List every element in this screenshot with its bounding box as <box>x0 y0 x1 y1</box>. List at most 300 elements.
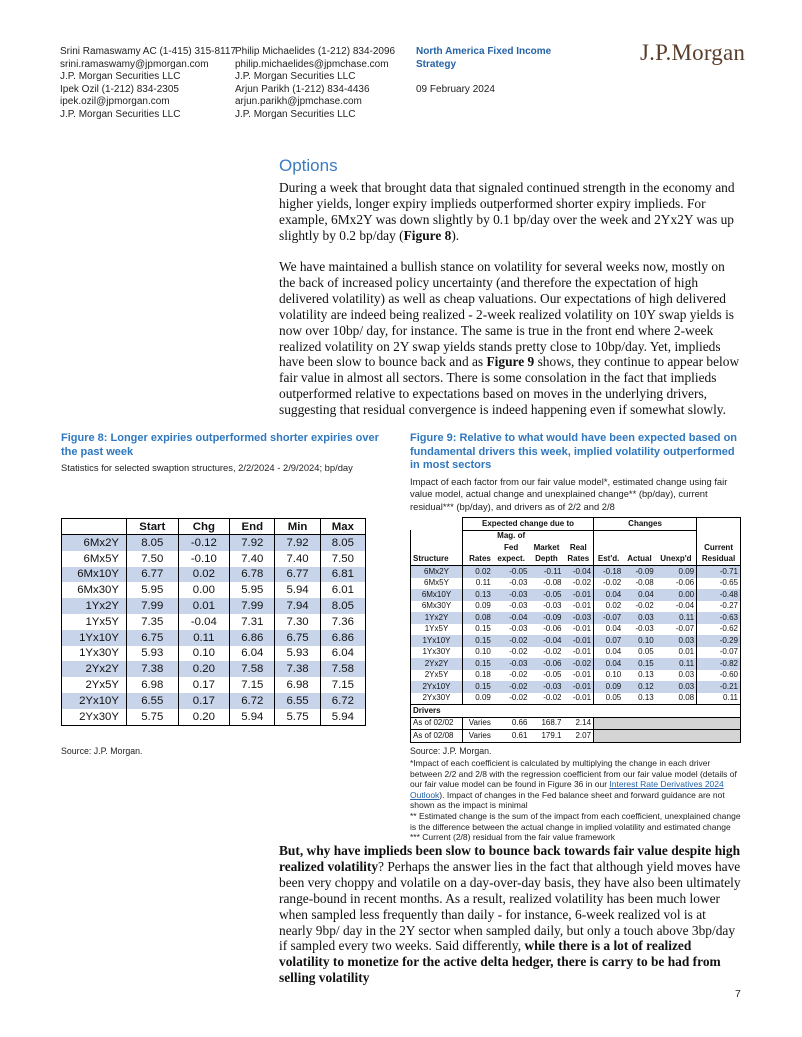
row-label: As of 02/08 <box>411 730 463 743</box>
table-cell: -0.71 <box>697 566 741 578</box>
author-email[interactable]: arjun.parikh@jpmchase.com <box>235 96 362 107</box>
shaded-cell <box>623 730 656 743</box>
table-cell: -0.02 <box>493 635 530 647</box>
report-series <box>416 46 551 71</box>
author-email[interactable]: srini.ramaswamy@jpmorgan.com <box>60 58 209 70</box>
row-label: 1Yx30Y <box>62 646 127 662</box>
table-cell: 7.50 <box>320 551 365 567</box>
table-cell: 0.66 <box>493 717 530 730</box>
table-cell: 2.07 <box>564 730 594 743</box>
table-cell: 0.11 <box>178 630 230 646</box>
table-cell: 0.09 <box>594 681 624 693</box>
table-row <box>62 582 366 598</box>
table-cell: 0.10 <box>623 635 656 647</box>
table-cell: -0.03 <box>493 589 530 601</box>
row-label: 1Yx2Y <box>411 612 463 624</box>
footnote-text: ). Impact of changes in the Fed balance sheet and forward guidance are not shown as the impact is minimal <box>410 789 725 811</box>
column-header: Market <box>533 542 560 552</box>
table-cell: -0.60 <box>697 670 741 682</box>
row-label: 2Yx5Y <box>411 670 463 682</box>
table-cell: -0.04 <box>564 566 594 578</box>
shaded-cell <box>594 730 624 743</box>
table-cell: 0.03 <box>623 612 656 624</box>
table-row <box>62 598 366 614</box>
table-cell: -0.02 <box>564 658 594 670</box>
table-cell: 7.40 <box>230 551 275 567</box>
footnote-3: *** Current (2/8) residual from the fair value framework <box>410 832 616 843</box>
table-cell: 0.17 <box>178 677 230 693</box>
column-header: Mag. of <box>497 531 526 541</box>
table-cell: 0.20 <box>178 661 230 677</box>
table-cell: 0.00 <box>656 589 697 601</box>
author-name: Philip Michaelides (1-212) 834-2096 <box>235 46 396 57</box>
table-cell: -0.03 <box>493 658 530 670</box>
column-header: Actual <box>623 554 656 566</box>
table-cell: 5.95 <box>127 582 179 598</box>
table-cell: -0.07 <box>594 612 624 624</box>
shaded-cell <box>656 730 697 743</box>
table-cell: 7.15 <box>320 677 365 693</box>
table-cell: 0.03 <box>656 681 697 693</box>
table-cell: -0.02 <box>493 681 530 693</box>
table-cell: 7.92 <box>230 535 275 551</box>
para2-text-end: shows, they continue to appear below fair value in almost all sectors. There is some consolation in the fact that implieds outperformed relative to expectations based on moves in the underlying drivers, suggesting that residual convergence is indeed happening even if somewhat slowly. <box>279 354 740 418</box>
table-cell: 0.18 <box>462 670 492 682</box>
table-cell: -0.27 <box>697 601 741 613</box>
row-label: 6Mx2Y <box>62 535 127 551</box>
table-cell: 0.02 <box>462 566 492 578</box>
table-cell: -0.10 <box>178 551 230 567</box>
table-cell: 0.15 <box>623 658 656 670</box>
table-cell: 0.20 <box>178 709 230 725</box>
table-cell: 0.15 <box>462 624 492 636</box>
para1-text: During a week that brought data that signaled continued strength in the economy and higher yields, longer expiry implieds outperformed shorter expiry implieds. For example, 6Mx2Y was down slightly by 0.1 bp/day over the week and 2Yx2Y was up slightly by 0.2 bp/day ( <box>279 180 735 243</box>
table-cell: 7.99 <box>127 598 179 614</box>
table-cell: -0.02 <box>509 670 528 680</box>
table-cell: 6.81 <box>320 567 365 583</box>
table-cell: -0.63 <box>697 612 741 624</box>
table-cell: 8.05 <box>127 535 179 551</box>
footnote-1 <box>410 758 742 811</box>
empty-cell <box>656 705 697 718</box>
row-label: 2Yx10Y <box>411 681 463 693</box>
table-cell: 0.01 <box>656 647 697 659</box>
table-row <box>411 693 741 705</box>
table-cell: -0.01 <box>564 693 594 705</box>
row-label: 2Yx30Y <box>411 693 463 705</box>
table-cell: 6.55 <box>127 693 179 709</box>
group-header: Expected change due to <box>462 518 593 531</box>
drivers-row <box>411 717 741 730</box>
table-cell: 0.04 <box>605 624 622 634</box>
footnote-2: ** Estimated change is the sum of the impact from each coefficient, unexplained change is the difference between the actual change in implied volatility and estimated change <box>410 810 741 832</box>
table-cell: 7.58 <box>320 661 365 677</box>
table-cell: -0.03 <box>529 681 563 693</box>
bold-emphasis: while there is a lot of realized volatility to monetize for the active delta hedger, there is carry to be had from selling volatility <box>279 938 721 986</box>
table-cell: 0.08 <box>656 693 697 705</box>
row-label: 1Yx5Y <box>411 624 463 636</box>
jpmorgan-logo: J.P.Morgan <box>640 40 746 65</box>
row-label: 1Yx10Y <box>411 635 463 647</box>
table-cell: -0.48 <box>697 589 741 601</box>
table-cell: 0.03 <box>656 635 697 647</box>
table-cell: 5.94 <box>275 582 320 598</box>
row-label: 1Yx2Y <box>62 598 127 614</box>
column-header: Real <box>564 542 594 554</box>
row-label: 2Yx2Y <box>62 661 127 677</box>
table-cell: 5.93 <box>275 646 320 662</box>
table-cell: 0.11 <box>697 693 741 705</box>
table-cell: 0.13 <box>462 589 492 601</box>
table-cell: -0.18 <box>594 566 624 578</box>
column-header: Start <box>127 519 179 535</box>
table-header-row <box>411 542 741 554</box>
table-cell: 0.08 <box>462 612 492 624</box>
table-cell: 6.86 <box>230 630 275 646</box>
table-cell: 6.75 <box>127 630 179 646</box>
table-cell: 168.7 <box>529 717 563 730</box>
table-cell: -0.04 <box>656 601 697 613</box>
table-cell: -0.03 <box>509 624 528 634</box>
table-cell: 0.09 <box>656 566 697 578</box>
author-firm: J.P. Morgan Securities LLC <box>60 108 181 120</box>
shaded-cell <box>594 717 624 730</box>
author-firm: J.P. Morgan Securities LLC <box>60 71 181 82</box>
table-row <box>411 624 741 636</box>
empty-cell <box>462 705 492 718</box>
table-cell: 6.75 <box>275 630 320 646</box>
table-row <box>411 658 741 670</box>
table-cell: -0.11 <box>529 566 563 578</box>
para1-end: ). <box>451 227 460 243</box>
table-cell: 7.50 <box>127 551 179 567</box>
report-date: 09 February 2024 <box>416 84 495 95</box>
table-cell: -0.07 <box>656 624 697 636</box>
table-cell: 7.94 <box>275 598 320 614</box>
para2-text: We have maintained a bullish stance on volatility for several weeks now, mostly on the back of increased policy uncertainty (and therefore the expectation of high delivered volatility) as well as cheap valuations. Our expectations of high delivered volatility are indeed being realized - 2-week realized volatility on 10Y swap yields is now over 10bp/ day, for instance. The same is true in the front end where 2-week realized volatility on 2Y swap yields stands pretty close to 10bp/day. Yet, implieds have been slow to bounce back and as <box>279 259 735 370</box>
column-header: Est'd. <box>594 554 624 566</box>
table-cell: -0.03 <box>509 601 528 611</box>
table-cell: -0.05 <box>493 566 530 578</box>
table-cell: 0.05 <box>638 647 654 657</box>
table-cell: 0.13 <box>638 670 654 680</box>
table-row <box>411 589 741 601</box>
figure-8-table <box>61 518 366 726</box>
table-row <box>411 612 741 624</box>
author-firm: J.P. Morgan Securities LLC <box>235 71 356 82</box>
table-cell: 5.95 <box>230 582 275 598</box>
table-cell: -0.06 <box>543 624 562 634</box>
table-cell: 6.86 <box>320 630 365 646</box>
table-cell: 7.35 <box>127 614 179 630</box>
table-cell: 7.92 <box>275 535 320 551</box>
table-cell: -0.03 <box>635 624 654 634</box>
table-cell: 0.04 <box>623 589 656 601</box>
table-cell: 0.01 <box>178 598 230 614</box>
row-label: 1Yx10Y <box>62 630 127 646</box>
table-row <box>62 677 366 693</box>
table-cell: -0.02 <box>635 601 654 611</box>
row-label: 6Mx10Y <box>411 589 463 601</box>
table-cell: 0.02 <box>605 601 622 611</box>
author-email[interactable]: philip.michaelides@jpmchase.com <box>235 58 389 70</box>
table-cell: 6.98 <box>275 677 320 693</box>
column-header: Current <box>697 542 741 554</box>
paragraph-2 <box>279 259 742 418</box>
table-cell: 7.15 <box>230 677 275 693</box>
empty-cell <box>564 705 594 718</box>
row-label: 6Mx5Y <box>62 551 127 567</box>
table-row <box>62 709 366 725</box>
outlook-link[interactable]: Interest Rate Derivatives 2024 Outlook <box>410 779 724 800</box>
table-cell: 6.72 <box>230 693 275 709</box>
row-label: 6Mx30Y <box>411 601 463 613</box>
table-cell: 0.09 <box>462 693 492 705</box>
table-cell: -0.01 <box>564 635 594 647</box>
row-label: 6Mx10Y <box>62 567 127 583</box>
table-cell: 0.05 <box>594 693 624 705</box>
table-cell: 6.04 <box>230 646 275 662</box>
table-cell: 0.10 <box>605 670 622 680</box>
empty-cell <box>697 705 741 718</box>
row-label: 2Yx2Y <box>411 658 463 670</box>
table-header-row <box>411 554 741 566</box>
table-cell: 0.09 <box>462 601 492 613</box>
table-cell: -0.01 <box>564 589 594 601</box>
row-label: 2Yx5Y <box>62 677 127 693</box>
table-cell: 8.05 <box>320 535 365 551</box>
table-cell: 0.11 <box>656 612 697 624</box>
table-cell: 7.36 <box>320 614 365 630</box>
empty-cell <box>623 705 656 718</box>
table-cell: 0.00 <box>178 582 230 598</box>
column-header: Unexp'd <box>656 554 697 566</box>
table-cell: 5.75 <box>275 709 320 725</box>
table-cell: 0.04 <box>594 589 624 601</box>
table-row <box>411 566 741 578</box>
empty-cell <box>594 705 624 718</box>
table-row <box>411 670 741 682</box>
table-cell: -0.01 <box>564 647 594 659</box>
table-cell: 0.15 <box>462 681 492 693</box>
section-title: Options <box>279 156 338 175</box>
drivers-label: Drivers <box>411 705 463 718</box>
table-cell: Varies <box>462 730 492 743</box>
table-cell: -0.65 <box>697 578 741 590</box>
table-cell: -0.06 <box>656 578 697 590</box>
table-cell: -0.01 <box>564 670 594 682</box>
table-cell: 8.05 <box>320 598 365 614</box>
figure-ref: Figure 9 <box>486 354 535 370</box>
page-number: 7 <box>735 988 741 1000</box>
series-line-1: North America Fixed Income <box>416 46 552 57</box>
drivers-row <box>411 730 741 743</box>
row-label: 1Yx5Y <box>62 614 127 630</box>
table-cell: -0.21 <box>697 681 741 693</box>
figure-8-subtitle: Statistics for selected swaption structures, 2/2/2024 - 2/9/2024; bp/day <box>61 462 353 473</box>
table-cell: -0.29 <box>697 635 741 647</box>
figure-8-title: Figure 8: Longer expiries outperformed shorter expiries over the past week <box>61 432 379 458</box>
para3-text: ? Perhaps the answer lies in the fact that although yield moves have been very choppy and volatile on a day-over-day basis, they have also been ultimately range-bound in recent months. As a result, realized volatility has been much lower when sampled less frequently than daily - for instance, 6-week realized vol is at nearly 9bp/ day in the 2Y sector when sampled daily, but only a touch above 3bp/day if sampled every two weeks. Said differently, <box>279 858 741 954</box>
table-cell: 7.38 <box>127 661 179 677</box>
table-row <box>62 567 366 583</box>
table-cell: 0.04 <box>594 658 624 670</box>
table-group-header-row <box>411 518 741 531</box>
table-cell: 0.04 <box>605 647 622 657</box>
table-row <box>62 535 366 551</box>
row-label: As of 02/02 <box>411 717 463 730</box>
table-cell: -0.06 <box>529 658 563 670</box>
row-label: 6Mx30Y <box>62 582 127 598</box>
table-row <box>62 646 366 662</box>
table-cell: -0.04 <box>529 635 563 647</box>
author-name: Srini Ramaswamy AC (1-415) 315-8117 <box>60 46 237 57</box>
author-block-1 <box>60 46 236 121</box>
table-row <box>411 578 741 590</box>
row-label: 2Yx30Y <box>62 709 127 725</box>
column-header: Min <box>275 519 320 535</box>
column-header: expect. <box>493 554 530 566</box>
table-cell: 5.93 <box>127 646 179 662</box>
table-cell: 0.10 <box>462 647 492 659</box>
author-email[interactable]: ipek.ozil@jpmorgan.com <box>60 96 170 107</box>
table-cell: 7.31 <box>230 614 275 630</box>
table-cell: -0.05 <box>543 670 562 680</box>
table-row <box>62 661 366 677</box>
table-cell: -0.03 <box>564 612 594 624</box>
row-label: 1Yx30Y <box>411 647 463 659</box>
table-cell: -0.02 <box>529 693 563 705</box>
table-row <box>411 681 741 693</box>
table-row <box>62 693 366 709</box>
table-cell: 5.94 <box>230 709 275 725</box>
row-label: 2Yx10Y <box>62 693 127 709</box>
author-block-2 <box>235 46 395 121</box>
table-cell: -0.62 <box>697 624 741 636</box>
table-cell: Varies <box>462 717 492 730</box>
paragraph-1 <box>279 180 742 244</box>
table-cell: -0.02 <box>602 578 622 588</box>
table-cell: -0.02 <box>509 647 528 657</box>
table-row <box>411 601 741 613</box>
table-cell: -0.07 <box>697 647 741 659</box>
table-cell: 7.38 <box>275 661 320 677</box>
shaded-cell <box>697 717 741 730</box>
column-header: Chg <box>178 519 230 535</box>
table-cell: 0.15 <box>462 658 492 670</box>
table-cell: 7.99 <box>230 598 275 614</box>
table-cell: 0.02 <box>178 567 230 583</box>
table-cell: -0.02 <box>543 647 562 657</box>
table-cell: -0.02 <box>564 578 594 590</box>
table-row <box>62 630 366 646</box>
table-header-row <box>411 530 741 542</box>
table-cell: 0.07 <box>594 635 624 647</box>
table-cell: -0.09 <box>529 612 563 624</box>
table-cell: 0.10 <box>178 646 230 662</box>
table-cell: 6.77 <box>127 567 179 583</box>
table-cell: -0.03 <box>543 601 562 611</box>
table-cell: 7.58 <box>230 661 275 677</box>
figure-9-notes <box>410 758 742 843</box>
table-cell: 6.01 <box>320 582 365 598</box>
table-cell: 5.94 <box>320 709 365 725</box>
table-cell: -0.08 <box>635 578 654 588</box>
footnote-text: *Impact of each coefficient is calculated by multiplying the change in each driver between 2/2 and 2/8 with the regression coefficient from our fair value model (details of our fair value model can be found in Figure 36 in our <box>410 758 737 790</box>
table-cell: -0.03 <box>509 578 528 588</box>
figure-ref: Figure 8 <box>403 227 452 243</box>
column-header: Fed <box>504 542 519 552</box>
table-cell: 179.1 <box>529 730 563 743</box>
table-cell: -0.09 <box>623 566 656 578</box>
author-name: Arjun Parikh (1-212) 834-4436 <box>235 83 370 95</box>
row-label: 6Mx5Y <box>411 578 463 590</box>
table-row <box>62 551 366 567</box>
table-header-row <box>62 519 366 535</box>
table-cell: 2.14 <box>564 717 594 730</box>
table-cell: 6.55 <box>275 693 320 709</box>
table-cell: 5.75 <box>127 709 179 725</box>
table-cell: -0.08 <box>543 578 562 588</box>
table-cell: 0.03 <box>656 670 697 682</box>
series-line-2: Strategy <box>416 58 457 70</box>
shaded-cell <box>656 717 697 730</box>
table-cell: 0.12 <box>623 681 656 693</box>
column-header: Rates <box>462 554 492 566</box>
table-cell: 0.13 <box>623 693 656 705</box>
drivers-header-row <box>411 705 741 718</box>
table-cell: 0.11 <box>462 578 492 590</box>
figure-9-title: Figure 9: Relative to what would have been expected based on fundamental drivers this week, implied volatility outperformed in most sectors <box>410 432 738 471</box>
table-cell: 7.30 <box>275 614 320 630</box>
table-cell: 7.40 <box>275 551 320 567</box>
column-header: Max <box>320 519 365 535</box>
table-cell: -0.01 <box>564 681 594 693</box>
table-cell: 6.77 <box>275 567 320 583</box>
table-row <box>62 614 366 630</box>
empty-cell <box>529 705 563 718</box>
author-name: Ipek Ozil (1-212) 834-2305 <box>60 83 179 95</box>
column-header: Depth <box>529 554 563 566</box>
group-header: Changes <box>594 518 697 531</box>
table-cell: 0.17 <box>178 693 230 709</box>
column-header: Rates <box>564 554 594 566</box>
table-cell: -0.04 <box>178 614 230 630</box>
table-cell: 6.98 <box>127 677 179 693</box>
table-row <box>411 647 741 659</box>
column-header <box>62 519 127 535</box>
figure-9-source: Source: J.P. Morgan. <box>410 746 492 756</box>
table-cell: -0.04 <box>493 612 530 624</box>
table-row <box>411 635 741 647</box>
author-firm: J.P. Morgan Securities LLC <box>235 108 356 120</box>
table-cell: -0.02 <box>493 693 530 705</box>
figure-9-subtitle: Impact of each factor from our fair value model*, estimated change using fair value model, actual change and unexplained change** (bp/day), current residual*** (bp/day), and drivers as of 2/2 and 2/8 <box>410 476 728 512</box>
shaded-cell <box>623 717 656 730</box>
table-cell: -0.82 <box>697 658 741 670</box>
table-cell: -0.01 <box>564 601 594 613</box>
table-cell: 6.04 <box>320 646 365 662</box>
table-cell: 6.72 <box>320 693 365 709</box>
table-cell: 0.61 <box>493 730 530 743</box>
paragraph-3 <box>279 843 742 986</box>
table-cell: 0.11 <box>656 658 697 670</box>
table-cell: -0.01 <box>564 624 594 636</box>
table-cell: -0.12 <box>178 535 230 551</box>
shaded-cell <box>697 730 741 743</box>
table-cell: 0.15 <box>462 635 492 647</box>
column-header: Structure <box>411 554 463 566</box>
